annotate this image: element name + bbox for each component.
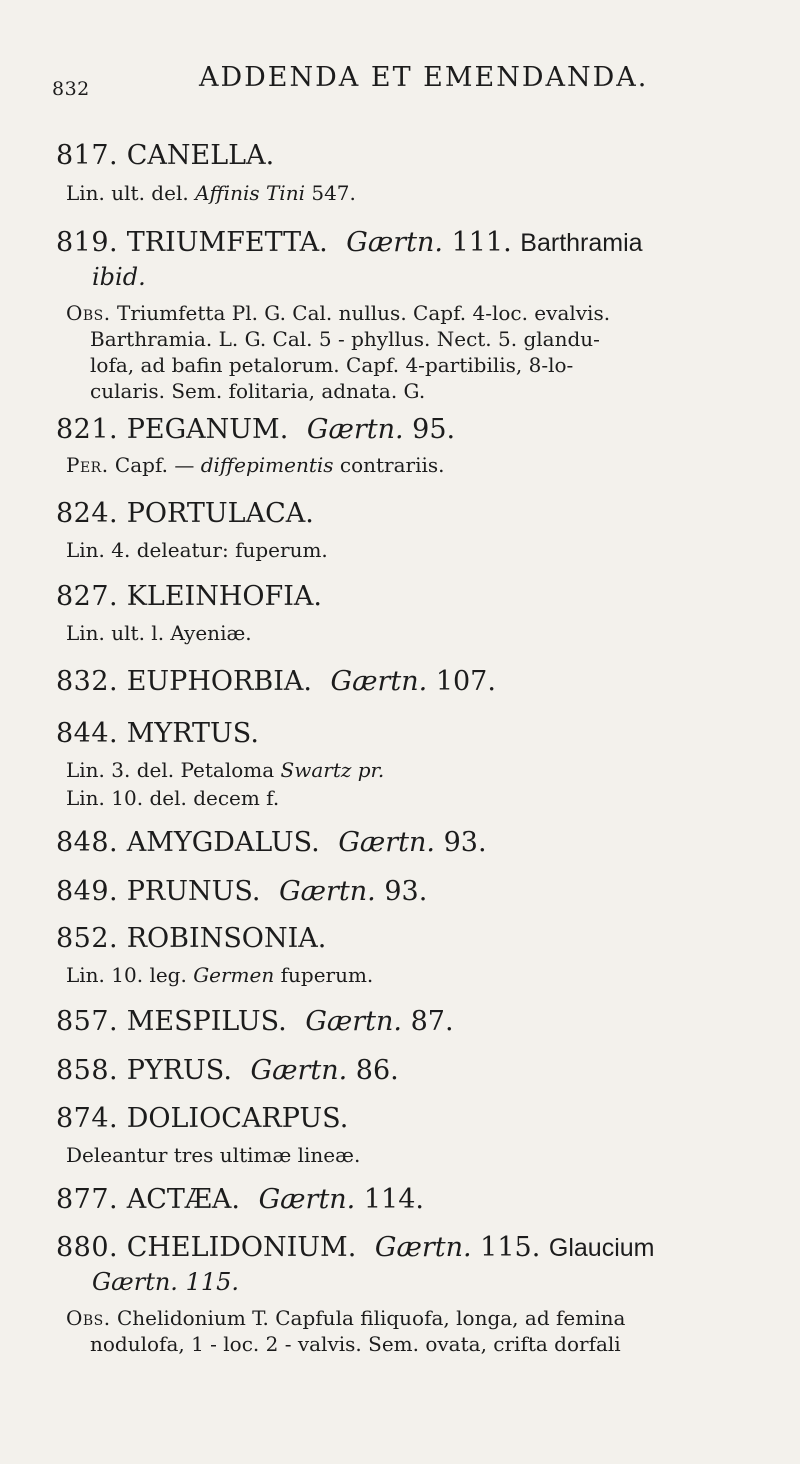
obs-text: Barthramia. L. G. Cal. 5 - phyllus. Nect. 5. glandu- (90, 327, 600, 351)
reference-page: 114. (363, 1184, 424, 1215)
heading-continuation: ibid. (92, 263, 146, 291)
genus-name: ACTÆA. (126, 1184, 240, 1215)
genus-name: AMYGDALUS. (126, 827, 320, 858)
entry-heading-844 (56, 716, 776, 752)
note-text: Lin. ult. l. Ayeniæ. (66, 621, 252, 645)
entry-number: 819. (56, 227, 119, 258)
entry-number: 874. (56, 1103, 119, 1134)
entry-number: 858. (56, 1055, 119, 1086)
reference-author: Gærtn. (338, 827, 436, 858)
entry-number: 832. (56, 666, 119, 697)
entry-heading-821 (56, 412, 776, 448)
entry-number: 849. (56, 876, 119, 907)
genus-name: CANELLA. (126, 140, 275, 171)
running-title: ADDENDA ET EMENDANDA. (199, 62, 649, 93)
obs-line (66, 1305, 625, 1331)
entry-number: 857. (56, 1006, 119, 1037)
genus-name: CHELIDONIUM. (126, 1232, 357, 1263)
reference-page: 115. (480, 1232, 541, 1263)
genus-name: ROBINSONIA. (126, 923, 327, 954)
reference-page: 93. (384, 876, 428, 907)
reference-author: Gærtn. (258, 1184, 356, 1215)
note-text: Lin. 10. del. decem f. (66, 786, 280, 810)
reference-author: Gærtn. (279, 876, 376, 907)
genus-name: TRIUMFETTA. (126, 227, 328, 258)
synonym-genus: Glaucium (548, 1234, 655, 1262)
entry-note-844 (66, 757, 384, 783)
note-italic: Swartz pr. (280, 758, 385, 782)
reference-page: 107. (435, 666, 496, 697)
reference-author: Gærtn. (306, 414, 404, 445)
entry-number: 827. (56, 581, 119, 612)
entry-heading-852 (56, 921, 776, 957)
reference-page: 87. (410, 1006, 454, 1037)
genus-name: EUPHORBIA. (126, 666, 312, 697)
obs-text: lofa, ad bafin petalorum. Capf. 4-partibilis, 8-lo- (90, 353, 574, 377)
obs-text: Chelidonium T. Capfula filiquofa, longa, ad femina (117, 1306, 626, 1330)
synonym-genus: Barthramia (520, 229, 643, 257)
note-text: 547. (304, 181, 356, 205)
entry-heading-824 (56, 496, 776, 532)
note-text: Lin. 4. deleatur: fuperum. (66, 538, 328, 562)
entry-heading-874 (56, 1101, 776, 1137)
note-text: Lin. 10. leg. (66, 963, 194, 987)
entry-heading-827 (56, 579, 776, 615)
reference-author: Gærtn. (305, 1006, 403, 1037)
obs-line (90, 352, 573, 378)
note-italic: Germen (193, 963, 275, 987)
entry-note-817 (66, 180, 356, 206)
obs-line (90, 1331, 621, 1357)
entry-note-844 (66, 785, 279, 811)
entry-heading-819 (56, 225, 776, 293)
entry-number: 880. (56, 1232, 119, 1263)
entry-note-852 (66, 962, 373, 988)
obs-text: nodulofa, 1 - loc. 2 - valvis. Sem. ovata, crifta dorfali (90, 1332, 621, 1356)
reference-author: Gærtn. (374, 1232, 472, 1263)
note-text: Lin. 3. del. Petaloma (66, 758, 281, 782)
entry-note-824 (66, 537, 328, 563)
obs-text: Triumfetta Pl. G. Cal. nullus. Capf. 4-loc. evalvis. (117, 301, 611, 325)
heading-continuation: Gærtn. 115. (92, 1268, 239, 1296)
entry-number: 848. (56, 827, 119, 858)
entry-note-821 (66, 452, 445, 478)
entry-heading-832 (56, 664, 776, 700)
note-italic: diffepimentis (200, 453, 334, 477)
note-text: Deleantur tres ultimæ lineæ. (66, 1143, 361, 1167)
genus-name: MESPILUS. (126, 1006, 287, 1037)
entry-note-874 (66, 1142, 360, 1168)
note-text: Capf. — (108, 453, 201, 477)
entry-number: 817. (56, 140, 119, 171)
genus-name: MYRTUS. (126, 718, 259, 749)
entry-heading-848 (56, 825, 776, 861)
entry-number: 821. (56, 414, 119, 445)
obs-text: cularis. Sem. folitaria, adnata. G. (90, 379, 426, 403)
reference-author: Gærtn. (250, 1055, 348, 1086)
entry-heading-877 (56, 1182, 776, 1218)
genus-name: PRUNUS. (126, 876, 261, 907)
obs-label: Obs. (66, 301, 111, 325)
note-label: Per. (66, 453, 109, 477)
genus-name: PYRUS. (126, 1055, 232, 1086)
entry-number: 877. (56, 1184, 119, 1215)
genus-name: DOLIOCARPUS. (126, 1103, 349, 1134)
reference-page: 111. (451, 227, 512, 258)
reference-author: Gærtn. (330, 666, 428, 697)
reference-page: 86. (355, 1055, 399, 1086)
entry-number: 852. (56, 923, 119, 954)
page-number: 832 (52, 78, 90, 100)
genus-name: PEGANUM. (126, 414, 289, 445)
note-italic: Affinis Tini (195, 181, 305, 205)
entry-heading-817 (56, 138, 776, 174)
entry-heading-880 (56, 1230, 776, 1298)
entry-heading-857 (56, 1004, 776, 1040)
obs-label: Obs. (66, 1306, 111, 1330)
entry-number: 844. (56, 718, 119, 749)
obs-line (66, 300, 610, 326)
running-head (52, 58, 752, 98)
obs-line (90, 378, 425, 404)
note-text: fuperum. (274, 963, 374, 987)
entry-heading-849 (56, 874, 776, 910)
obs-line (90, 326, 600, 352)
genus-name: KLEINHOFIA. (126, 581, 322, 612)
reference-page: 95. (412, 414, 456, 445)
entry-number: 824. (56, 498, 119, 529)
genus-name: PORTULACA. (126, 498, 314, 529)
note-text: contrariis. (333, 453, 445, 477)
reference-page: 93. (443, 827, 487, 858)
note-text: Lin. ult. del. (66, 181, 196, 205)
entry-note-827 (66, 620, 252, 646)
entry-heading-858 (56, 1053, 776, 1089)
reference-author: Gærtn. (346, 227, 443, 258)
